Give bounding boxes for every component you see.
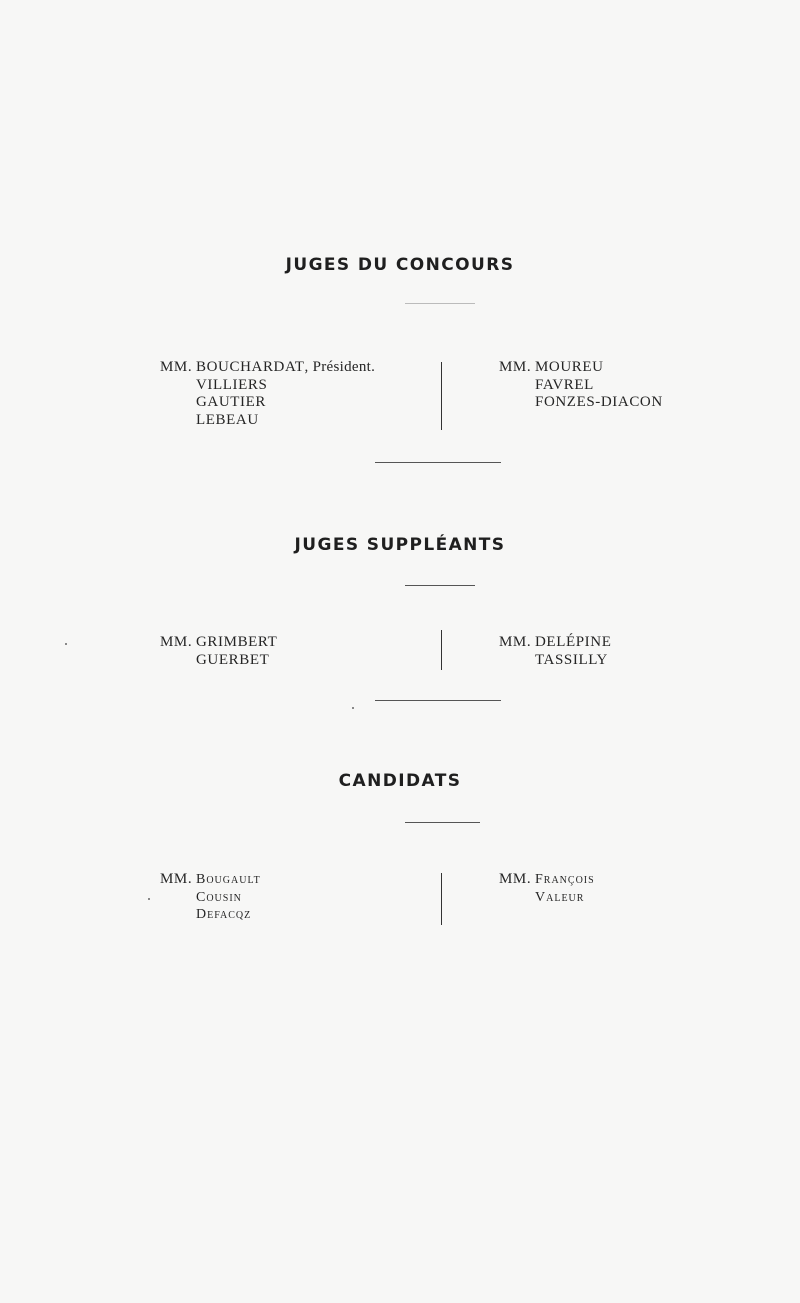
judge-name: VILLIERS xyxy=(196,376,268,393)
list-item xyxy=(499,889,595,907)
president-note: , Président. xyxy=(304,359,376,375)
short-rule xyxy=(405,303,475,304)
judge-name: MOUREU xyxy=(535,359,604,375)
alternate-name: DELÉPINE xyxy=(535,634,612,650)
list-item xyxy=(160,359,375,377)
judge-name: FAVREL xyxy=(535,376,594,393)
list-item xyxy=(160,394,375,412)
section-title-candidats: CANDIDATS xyxy=(338,771,462,791)
judge-name: BOUCHARDAT xyxy=(196,359,305,375)
candidate-name: Bougault xyxy=(196,872,261,887)
scan-speck xyxy=(65,643,67,645)
alternates-left-column xyxy=(160,634,277,669)
list-item xyxy=(160,889,261,907)
short-rule xyxy=(405,822,480,823)
judge-name: FONZES-DIACON xyxy=(535,394,663,410)
alternate-name: GRIMBERT xyxy=(196,634,278,650)
list-item xyxy=(160,377,375,395)
list-item xyxy=(499,634,611,652)
list-item xyxy=(160,652,277,670)
section-title-juges-suppleants: JUGES SUPPLÉANTS xyxy=(294,535,506,555)
list-item xyxy=(160,634,277,652)
honorific-prefix: MM. xyxy=(499,634,532,650)
list-item xyxy=(499,394,663,412)
candidate-name: François xyxy=(535,872,595,887)
judges-right-column xyxy=(499,359,663,412)
candidate-name: Cousin xyxy=(196,889,242,905)
candidate-name: Defacqz xyxy=(196,907,252,922)
list-item xyxy=(160,871,261,889)
column-divider xyxy=(441,630,442,670)
honorific-prefix: MM. xyxy=(499,359,532,375)
alternate-name: GUERBET xyxy=(196,651,270,668)
section-title-juges-du-concours: JUGES DU CONCOURS xyxy=(285,255,515,275)
list-item xyxy=(499,652,611,670)
list-item xyxy=(160,412,375,430)
section-separator-rule xyxy=(375,700,501,701)
alternate-name: TASSILLY xyxy=(535,651,608,668)
judge-name: GAUTIER xyxy=(196,394,267,410)
alternates-right-column xyxy=(499,634,611,669)
judge-name: LEBEAU xyxy=(196,411,259,428)
list-item xyxy=(499,359,663,377)
list-item xyxy=(160,906,261,924)
scan-speck xyxy=(352,707,354,709)
list-item xyxy=(499,377,663,395)
honorific-prefix: MM. xyxy=(160,359,193,375)
candidates-right-column xyxy=(499,871,595,906)
column-divider xyxy=(441,362,442,430)
honorific-prefix: MM. xyxy=(160,634,193,650)
judges-left-column xyxy=(160,359,375,429)
candidate-name: Valeur xyxy=(535,889,585,905)
section-separator-rule xyxy=(375,462,501,463)
scan-speck xyxy=(148,898,150,900)
list-item xyxy=(499,871,595,889)
short-rule xyxy=(405,585,475,586)
candidates-left-column xyxy=(160,871,261,924)
honorific-prefix: MM. xyxy=(499,871,532,887)
column-divider xyxy=(441,873,442,925)
honorific-prefix: MM. xyxy=(160,871,193,887)
